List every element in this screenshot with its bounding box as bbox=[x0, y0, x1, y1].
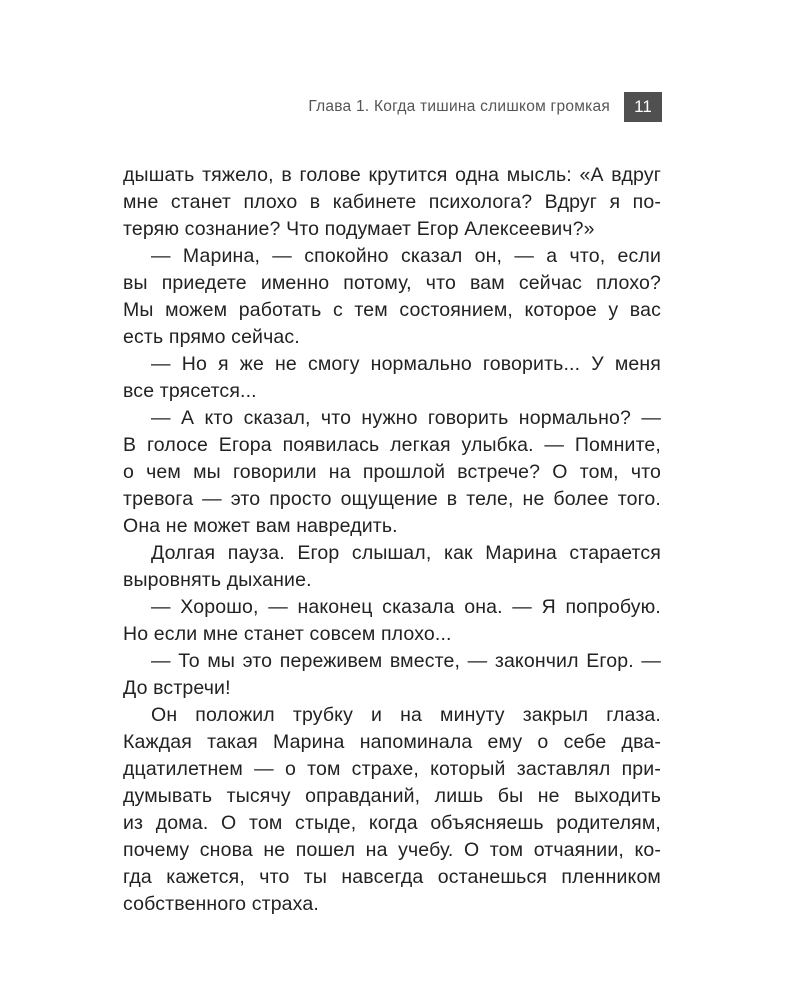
text-line: дцатилетнем — о том страхе, который заставлял при- bbox=[123, 758, 661, 780]
text-line: есть прямо сейчас. bbox=[123, 326, 300, 348]
text-line: почему снова не пошел на учебу. О том отчаянии, ко- bbox=[123, 839, 661, 861]
text-line: — А кто сказал, что нужно говорить нормально? — bbox=[151, 407, 661, 429]
text-line: Мы можем работать с тем состоянием, которое у вас bbox=[123, 299, 661, 321]
chapter-title: Глава 1. Когда тишина слишком громкая bbox=[308, 98, 610, 115]
text-line: Она не может вам навредить. bbox=[123, 515, 398, 537]
page-number: 11 bbox=[624, 92, 662, 122]
text-line: думывать тысячу оправданий, лишь бы не выходить bbox=[123, 785, 661, 807]
text-line: теряю сознание? Что подумает Егор Алексеевич?» bbox=[123, 218, 595, 240]
text-line: Он положил трубку и на минуту закрыл глаза. bbox=[151, 704, 661, 726]
text-line: — Хорошо, — наконец сказала она. — Я попробую. bbox=[151, 596, 661, 618]
text-line: вы приедете именно потому, что вам сейчас плохо? bbox=[123, 272, 661, 294]
body-text bbox=[123, 162, 661, 918]
running-header bbox=[120, 92, 662, 122]
text-line: — То мы это переживем вместе, — закончил Егор. — bbox=[151, 650, 661, 672]
text-line: Но если мне станет совсем плохо... bbox=[123, 623, 452, 645]
text-line: из дома. О том стыде, когда объясняешь родителям, bbox=[123, 812, 661, 834]
text-line: В голосе Егора появилась легкая улыбка. — Помните, bbox=[123, 434, 661, 456]
text-line: тревога — это просто ощущение в теле, не более того. bbox=[123, 488, 661, 510]
text-line: собственного страха. bbox=[123, 893, 319, 915]
text-line: все трясется... bbox=[123, 380, 257, 402]
text-line: гда кажется, что ты навсегда останешься пленником bbox=[123, 866, 661, 888]
text-line: Каждая такая Марина напоминала ему о себе два- bbox=[123, 731, 661, 753]
text-line: — Марина, — спокойно сказал он, — а что, если bbox=[151, 245, 661, 267]
text-line: До встречи! bbox=[123, 677, 231, 699]
text-line: дышать тяжело, в голове крутится одна мысль: «А вдруг bbox=[123, 164, 661, 186]
text-line: выровнять дыхание. bbox=[123, 569, 312, 591]
text-line: мне станет плохо в кабинете психолога? Вдруг я по- bbox=[123, 191, 661, 213]
text-line: Долгая пауза. Егор слышал, как Марина старается bbox=[151, 542, 661, 564]
text-line: — Но я же не смогу нормально говорить... У меня bbox=[151, 353, 661, 375]
text-line: о чем мы говорили на прошлой встрече? О том, что bbox=[123, 461, 661, 483]
